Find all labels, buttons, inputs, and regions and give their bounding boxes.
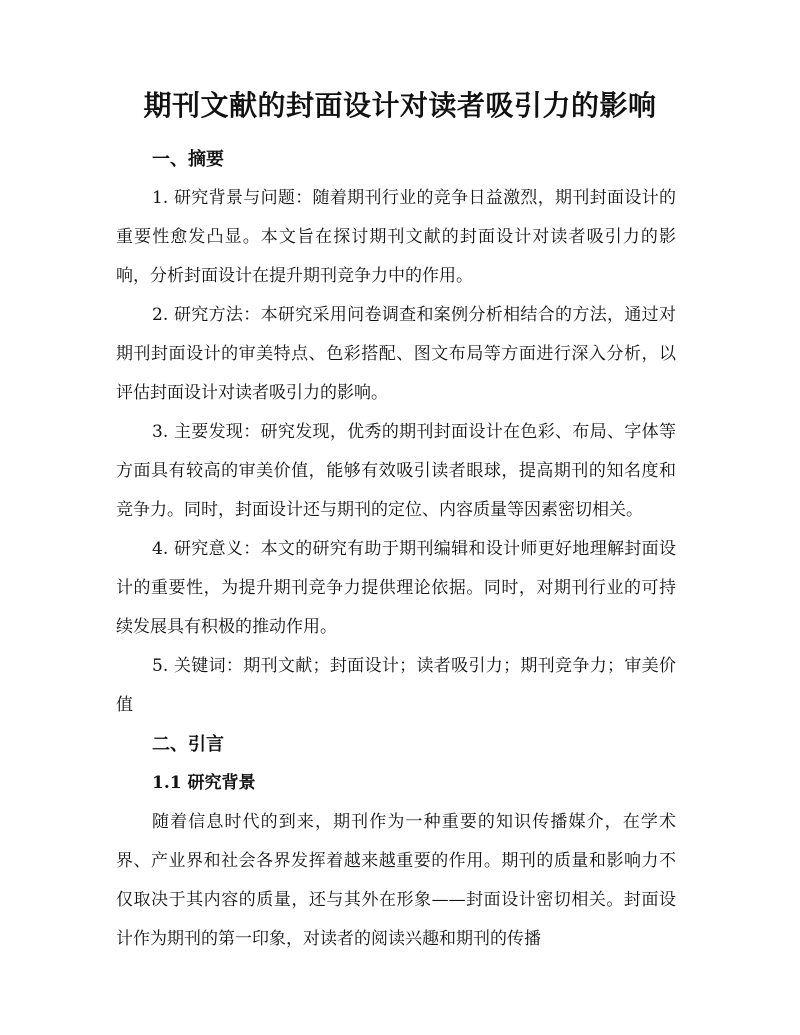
paragraph-findings: 3. 主要发现：研究发现，优秀的期刊封面设计在色彩、布局、字体等方面具有较高的审美价值，能够有效吸引读者眼球，提高期刊的知名度和竞争力。同时，封面设计还与期刊的定位、内容质量等因素密切相关。 [116, 422, 676, 520]
document-body [116, 140, 676, 959]
paragraph-background: 1. 研究背景与问题：随着期刊行业的竞争日益激烈，期刊封面设计的重要性愈发凸显。本文旨在探讨期刊文献的封面设计对读者吸引力的影响，分析封面设计在提升期刊竞争力中的作用。 [116, 188, 676, 286]
paragraph-intro-background: 随着信息时代的到来，期刊作为一种重要的知识传播媒介，在学术界、产业界和社会各界发挥着越来越重要的作用。期刊的质量和影响力不仅取决于其内容的质量，还与其外在形象——封面设计密切相关。封面设计作为期刊的第一印象，对读者的阅读兴趣和期刊的传播 [116, 812, 676, 949]
section-heading-abstract: 一、摘要 [152, 149, 224, 170]
document-title: 期刊文献的封面设计对读者吸引力的影响 [143, 89, 657, 122]
paragraph-significance: 4. 研究意义：本文的研究有助于期刊编辑和设计师更好地理解封面设计的重要性，为提升期刊竞争力提供理论依据。同时，对期刊行业的可持续发展具有积极的推动作用。 [116, 539, 676, 637]
subsection-heading-background: 1.1 研究背景 [152, 773, 256, 793]
paragraph-keywords: 5. 关键词：期刊文献；封面设计；读者吸引力；期刊竞争力；审美价值 [116, 656, 676, 715]
paragraph-method: 2. 研究方法：本研究采用问卷调查和案例分析相结合的方法，通过对期刊封面设计的审美特点、色彩搭配、图文布局等方面进行深入分析，以评估封面设计对读者吸引力的影响。 [116, 305, 676, 403]
section-heading-introduction: 二、引言 [152, 734, 224, 755]
